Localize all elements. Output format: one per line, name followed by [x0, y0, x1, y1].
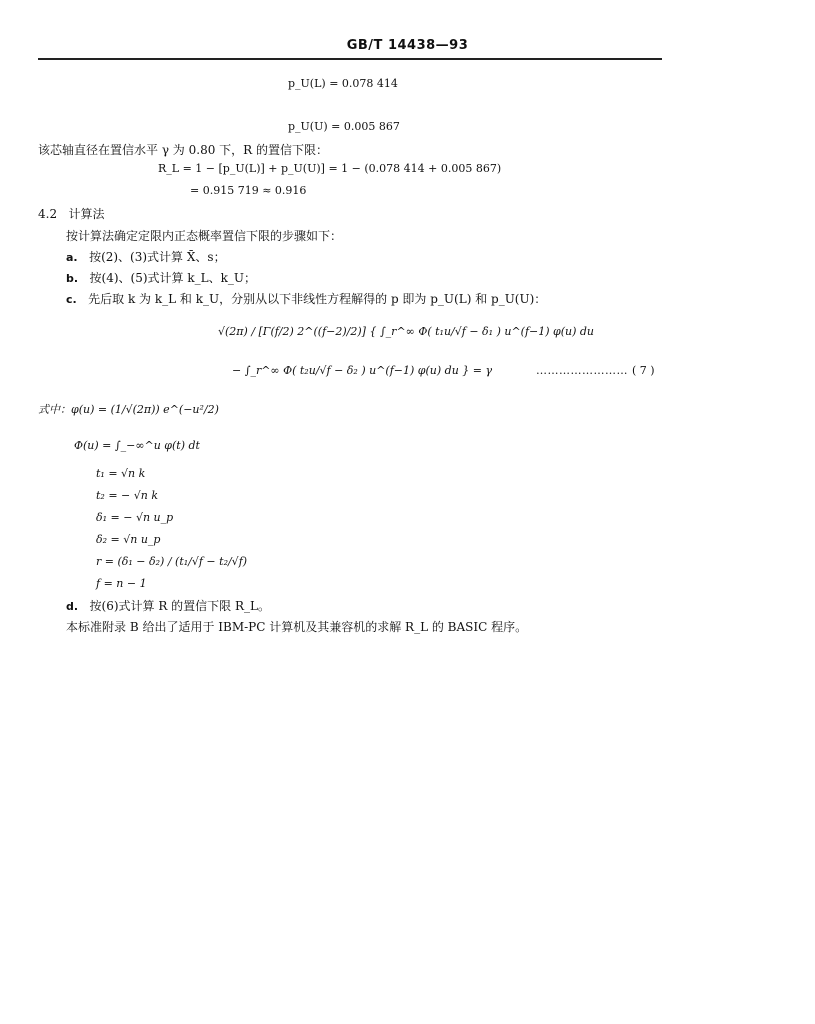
- step-text: 先后取 k 为 k_L 和 k_U，分别从以下非线性方程解得的 p 即为 p_U(L) 和 p_U(U)：: [88, 292, 547, 306]
- step-b: [66, 272, 256, 284]
- conclusion-intro: 该芯轴直径在置信水平 γ 为 0.80 下，R 的置信下限：: [38, 143, 328, 157]
- definition-item: f = n − 1: [96, 577, 147, 590]
- equation7-number: ( 7 ): [632, 364, 655, 377]
- step-text: 按(2)、(3)式计算 X̄、s；: [89, 250, 226, 264]
- step-a: [66, 251, 226, 263]
- section-heading: [38, 208, 105, 220]
- section-intro: 按计算法确定定限内正态概率置信下限的步骤如下：: [66, 229, 343, 243]
- definition-item: t₂ = − √n k: [96, 489, 159, 502]
- standard-header: GB/T 14438—93: [346, 38, 469, 53]
- step-marker: c.: [66, 293, 77, 306]
- definition-item: Φ(u) = ∫_−∞^u φ(t) dt: [74, 439, 200, 452]
- equation7-dots: ……………………: [536, 364, 628, 377]
- step-marker: b.: [66, 272, 79, 285]
- step-text: 按(6)式计算 R 的置信下限 R_L。: [89, 599, 270, 613]
- step-marker: d.: [66, 600, 79, 613]
- step-text: 按(4)、(5)式计算 k_L、k_U；: [89, 271, 256, 285]
- step-marker: a.: [66, 251, 78, 264]
- definition-item: δ₁ = − √n u_p: [96, 511, 174, 524]
- rl-formula-line2: = 0.915 719 ≈ 0.916: [190, 184, 307, 197]
- section-number: 4.2: [38, 207, 58, 221]
- definition-item: r = (δ₁ − δ₂) / (t₁/√f − t₂/√f): [96, 555, 248, 568]
- definition-item: t₁ = √n k: [96, 467, 146, 480]
- step-c: [66, 293, 546, 305]
- appendix-note: 本标准附录 B 给出了适用于 IBM-PC 计算机及其兼容机的求解 R_L 的 BASIC 程序。: [66, 620, 528, 634]
- definition-item: δ₂ = √n u_p: [96, 533, 161, 546]
- header-rule: [38, 58, 662, 60]
- rl-formula-line1: R_L = 1 − [p_U(L)] + p_U(U)] = 1 − (0.078 414 + 0.005 867): [158, 162, 502, 175]
- pu-u-value: p_U(U) = 0.005 867: [288, 120, 400, 133]
- equation7-line1: √(2π) / [Γ(f/2) 2^((f−2)/2)] { ∫_r^∞ Φ( t₁u/√f − δ₁ ) u^(f−1) φ(u) du: [218, 325, 595, 338]
- definitions-lead: 式中：φ(u) = (1/√(2π)) e^(−u²/2): [38, 403, 219, 416]
- section-title: 计算法: [68, 207, 105, 221]
- step-d: [66, 600, 270, 612]
- pu-l-value: p_U(L) = 0.078 414: [288, 77, 398, 90]
- equation7-line2: − ∫_r^∞ Φ( t₂u/√f − δ₂ ) u^(f−1) φ(u) du } = γ: [232, 364, 493, 377]
